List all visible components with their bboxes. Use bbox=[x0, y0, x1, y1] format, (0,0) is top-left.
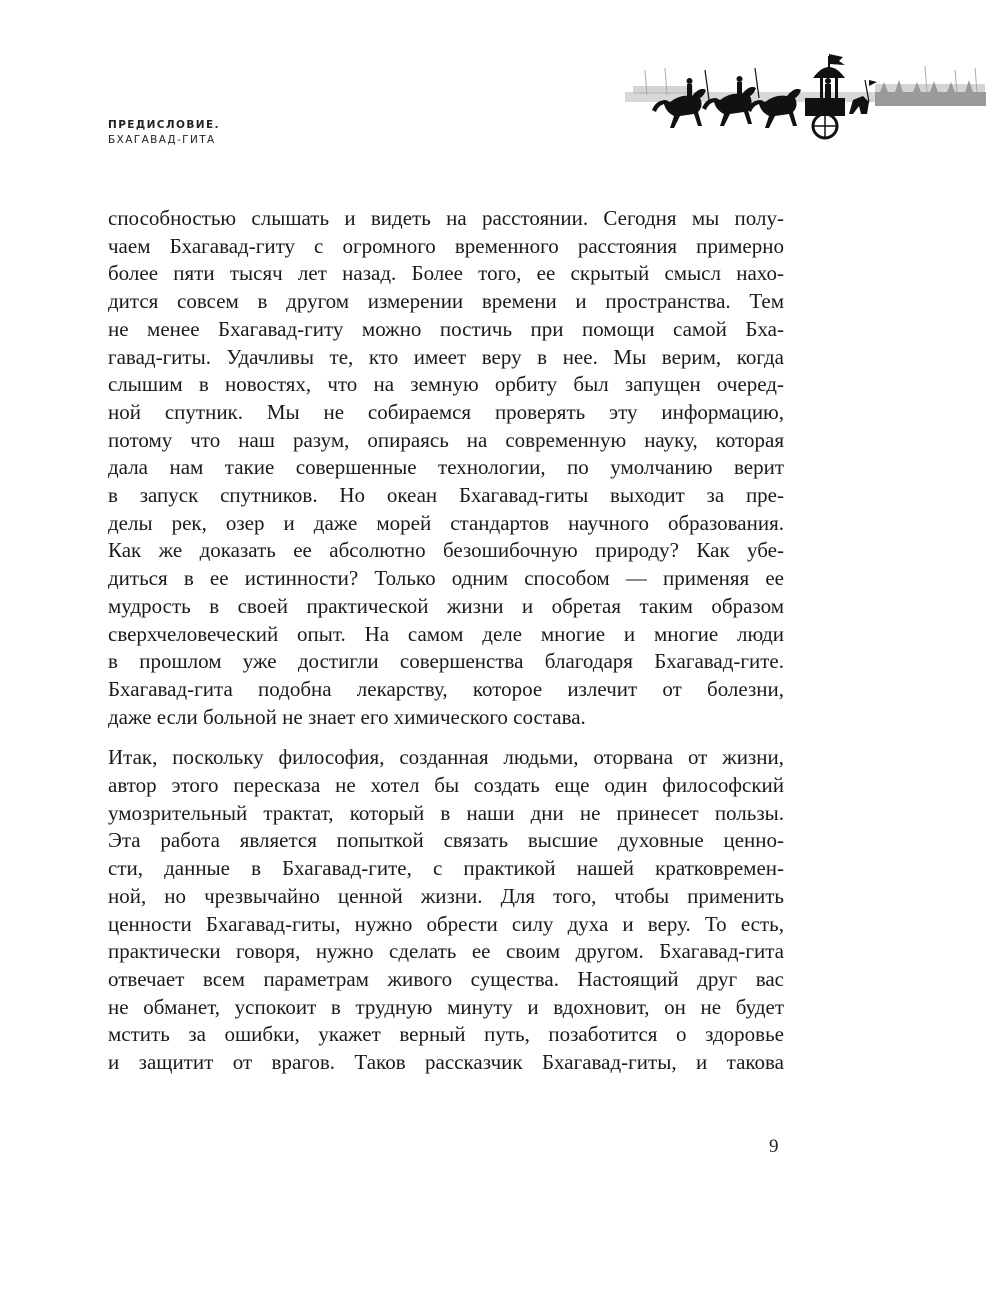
chariot-battle-silhouette-icon bbox=[625, 40, 986, 150]
text-line: практически говоря, нужно сделать ее своим другом. Бхагавад-гита bbox=[108, 939, 784, 964]
text-line: диться в ее истинности? Только одним способом — применяя ее bbox=[108, 566, 784, 591]
text-line: гавад-гиты. Удачливы те, кто имеет веру в нее. Мы верим, когда bbox=[108, 344, 784, 369]
text-line: даже если больной не знает его химического состава. bbox=[108, 704, 586, 729]
text-line: Итак, поскольку философия, созданная людьми, оторвана от жизни, bbox=[108, 745, 784, 770]
text-line: дала нам такие совершенные технологии, по умолчанию верит bbox=[108, 455, 784, 480]
text-line: автор этого пересказа не хотел бы создать еще один философский bbox=[108, 773, 784, 798]
text-line: Бхагавад-гита подобна лекарству, которое излечит от болезни, bbox=[108, 676, 784, 701]
text-line: не менее Бхагавад-гиту можно постичь при помощи самой Бха- bbox=[108, 316, 784, 341]
text-line: сти, данные в Бхагавад-гите, с практикой нашей кратковремен- bbox=[108, 856, 784, 881]
text-line: сверхчеловеческий опыт. На самом деле многие и многие люди bbox=[108, 621, 784, 646]
text-line: чаем Бхагавад-гиту с огромного временного расстояния примерно bbox=[108, 233, 784, 258]
text-line: ценности Бхагавад-гиты, нужно обрести силу духа и веру. То есть, bbox=[108, 911, 784, 936]
text-line: не обманет, успокоит в трудную минуту и вдохновит, он не будет bbox=[108, 994, 784, 1019]
text-line: отвечает всем параметрам живого существа. Настоящий друг вас bbox=[108, 966, 784, 991]
text-line: делы рек, озер и даже морей стандартов научного образования. bbox=[108, 510, 784, 535]
text-line: в запуск спутников. Но океан Бхагавад-гиты выходит за пре- bbox=[108, 483, 784, 508]
text-line: слышим в новостях, что на земную орбиту был запущен очеред- bbox=[108, 372, 784, 397]
text-line: и защитит от врагов. Таков рассказчик Бхагавад-гиты, и такова bbox=[108, 1050, 784, 1075]
text-line: Эта работа является попыткой связать высшие духовные ценно- bbox=[108, 828, 784, 853]
body-text bbox=[108, 205, 784, 1077]
text-line: ной спутник. Мы не собираемся проверять эту информацию, bbox=[108, 399, 784, 424]
text-line: потому что наш разум, опираясь на современную науку, которая bbox=[108, 427, 784, 452]
text-line: мстить за ошибки, укажет верный путь, позаботится о здоровье bbox=[108, 1022, 784, 1047]
page-number: 9 bbox=[769, 1136, 779, 1157]
text-line: в прошлом уже достигли совершенства благодаря Бхагавад-гите. bbox=[108, 649, 784, 674]
text-line: умозрительный трактат, который в наши дни не принесет пользы. bbox=[108, 800, 784, 825]
running-head-section: ПРЕДИСЛОВИЕ. bbox=[108, 119, 220, 131]
running-head bbox=[108, 118, 220, 148]
text-line: ной, но чрезвычайно ценной жизни. Для того, чтобы применить bbox=[108, 883, 784, 908]
text-line: Как же доказать ее абсолютно безошибочную природу? Как убе- bbox=[108, 538, 784, 563]
text-line: дится совсем в другом измерении времени и пространства. Тем bbox=[108, 289, 784, 314]
paragraph-2 bbox=[108, 744, 784, 1076]
text-line: мудрость в своей практической жизни и обретая таким образом bbox=[108, 593, 784, 618]
text-line: способностью слышать и видеть на расстоянии. Сегодня мы полу- bbox=[108, 206, 784, 230]
running-head-title: БХАГАВАД-ГИТА bbox=[108, 134, 216, 146]
text-line: более пяти тысяч лет назад. Более того, ее скрытый смысл нахо- bbox=[108, 261, 784, 286]
paragraph-1 bbox=[108, 205, 784, 731]
